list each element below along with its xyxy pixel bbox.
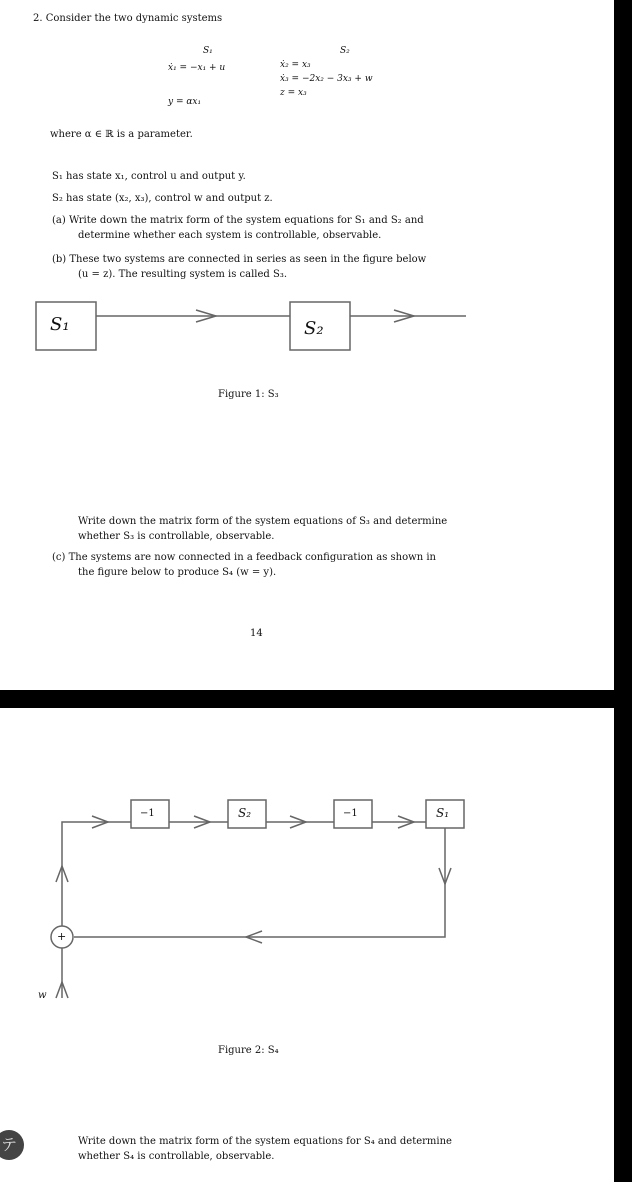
figure-2-sum-symbol: +: [57, 930, 67, 943]
figure-2-gain-2-label: −1: [343, 808, 358, 819]
system-1-description: S₁ has state x₁, control u and output y.: [52, 171, 246, 182]
figure-1-label-s2: S₂: [304, 318, 324, 339]
part-b-line-1: (b) These two systems are connected in series as seen in the figure below: [52, 254, 427, 265]
figure-2-input-label: w: [38, 990, 47, 1001]
figure-2-s1-label: S₁: [436, 806, 450, 820]
floating-action-button[interactable]: テ: [0, 1130, 24, 1160]
problem-intro: 2. Consider the two dynamic systems: [33, 13, 223, 24]
question-line-1: Write down the matrix form of the system equations for S₄ and determine: [78, 1136, 452, 1147]
system-1-state-equation: ẋ₁ = −x₁ + u: [168, 63, 226, 73]
system-1-heading: S₁: [203, 46, 213, 56]
figure-2-caption: Figure 2: S₄: [218, 1045, 279, 1056]
parameter-note: where α ∈ ℝ is a parameter.: [50, 129, 193, 140]
figure-2-gain-1-label: −1: [140, 808, 155, 819]
system-1-output-equation: y = αx₁: [168, 97, 202, 107]
part-b-question-line-1: Write down the matrix form of the system equations of S₃ and determine: [78, 516, 448, 527]
part-a-line-1: (a) Write down the matrix form of the system equations for S₁ and S₂ and: [52, 215, 424, 226]
system-2-state-equation-1: ẋ₂ = x₃: [280, 60, 311, 70]
part-b-line-2: (u = z). The resulting system is called S₃.: [78, 269, 288, 280]
system-2-description: S₂ has state (x₂, x₃), control w and output z.: [52, 193, 273, 204]
figure-2-diagram: [0, 708, 614, 1182]
system-2-heading: S₂: [340, 46, 350, 56]
figure-2-feedback-path: [74, 828, 445, 937]
document-page-2: [0, 708, 614, 1182]
question-line-2: whether S₄ is controllable, observable.: [78, 1151, 275, 1162]
figure-2-s2-label: S₂: [238, 806, 252, 820]
part-c-line-2: the figure below to produce S₄ (w = y).: [78, 567, 277, 578]
figure-2-forward-path: [62, 822, 131, 930]
system-2-output-equation: z = x₃: [280, 88, 307, 98]
figure-1-caption: Figure 1: S₃: [218, 389, 279, 400]
page-number: 14: [250, 628, 263, 639]
part-a-line-2: determine whether each system is controllable, observable.: [78, 230, 382, 241]
system-2-state-equation-2: ẋ₃ = −2x₂ − 3x₃ + w: [280, 74, 373, 84]
part-c-line-1: (c) The systems are now connected in a feedback configuration as shown in: [52, 552, 436, 563]
figure-1-label-s1: S₁: [50, 314, 70, 335]
part-b-question-line-2: whether S₃ is controllable, observable.: [78, 531, 275, 542]
